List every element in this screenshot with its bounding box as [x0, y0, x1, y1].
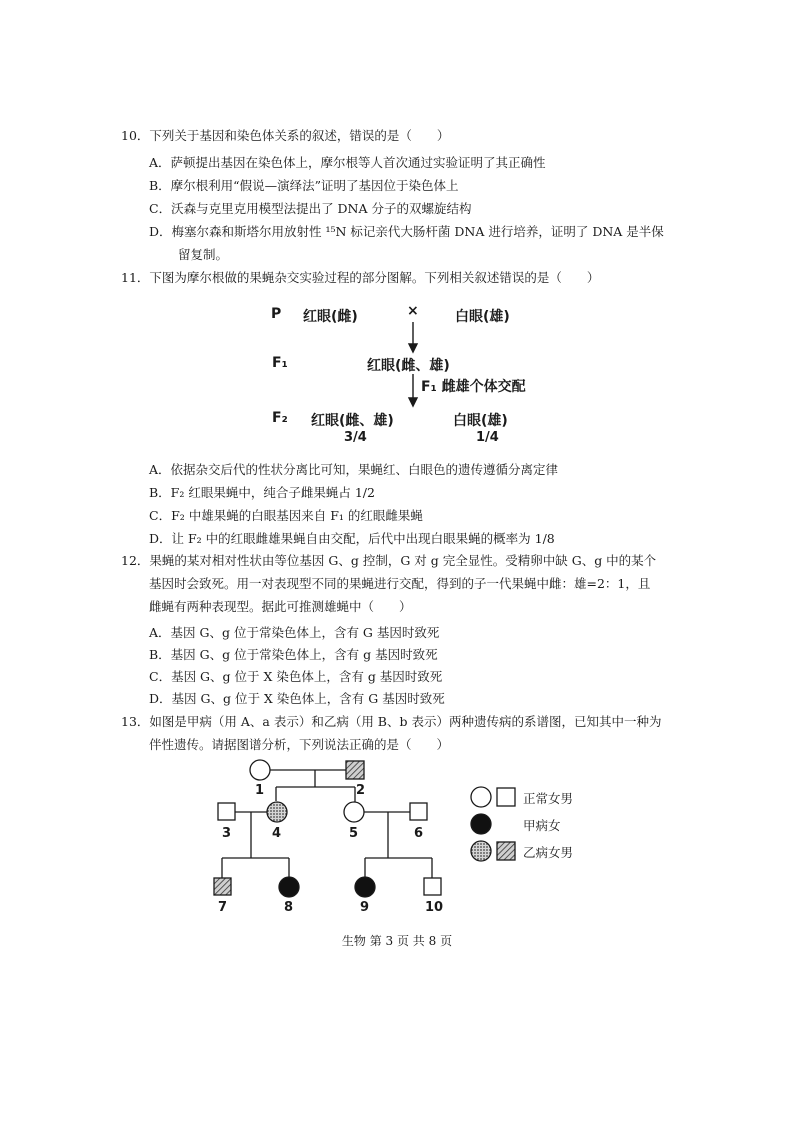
q13-stem-line2: 伴性遗传。请据图谱分析，下列说法正确的是（ ）: [149, 737, 450, 752]
q10-option-d: D．梅塞尔森和斯塔尔用放射性 ¹⁵N 标记亲代大肠杆菌 DNA 进行培养，证明了 DNA 是半保: [149, 224, 664, 239]
cross-f2-label: F₂: [272, 410, 288, 426]
q12-stem-line2: 基因时会致死。用一对表现型不同的果蝇进行交配，得到的子一代果蝇中雌：雄=2：1，且: [149, 576, 651, 591]
pedigree-number-9: 9: [360, 900, 370, 915]
cross-p-label: P: [271, 306, 282, 322]
cross-symbol: ×: [407, 303, 419, 319]
q10-option-c: C．沃森与克里克用模型法提出了 DNA 分子的双螺旋结构: [149, 201, 472, 216]
cross-f1-mating-note: F₁ 雌雄个体交配: [421, 379, 526, 395]
q10-option-d-continued: 留复制。: [178, 247, 229, 262]
pedigree-number-10: 10: [425, 900, 444, 915]
q11-option-d: D．让 F₂ 中的红眼雌雄果蝇自由交配，后代中出现白眼果蝇的概率为 1/8: [149, 531, 555, 546]
cross-f1-label: F₁: [272, 355, 288, 371]
cross-f2-red: 红眼(雌、雄): [311, 413, 394, 429]
q10-stem: 10．下列关于基因和染色体关系的叙述，错误的是（ ）: [121, 128, 450, 143]
q12-stem-line1: 12．果蝇的某对相对性状由等位基因 G、g 控制，G 对 g 完全显性。受精卵中缺 G、g 中的某个: [121, 553, 657, 568]
cross-p-male: 白眼(雄): [455, 309, 510, 325]
q12-option-c: C．基因 G、g 位于 X 染色体上，含有 g 基因时致死: [149, 669, 443, 684]
pedigree-number-3: 3: [222, 826, 232, 841]
q11-option-a: A．依据杂交后代的性状分离比可知，果蝇红、白眼色的遗传遵循分离定律: [149, 462, 559, 477]
q13-stem-line1: 13．如图是甲病（用 A、a 表示）和乙病（用 B、b 表示）两种遗传病的系谱图，已知其中一种为: [121, 714, 662, 729]
q11-stem: 11．下图为摩尔根做的果蝇杂交实验过程的部分图解。下列相关叙述错误的是（ ）: [121, 270, 600, 285]
legend-disease-a-label: 甲病女: [523, 818, 561, 833]
pedigree-number-4: 4: [272, 826, 282, 841]
q12-option-d: D．基因 G、g 位于 X 染色体上，含有 G 基因时致死: [149, 691, 445, 706]
pedigree-number-1: 1: [255, 783, 265, 798]
pedigree-number-8: 8: [284, 900, 294, 915]
legend-normal-label: 正常女男: [523, 791, 574, 806]
pedigree-number-5: 5: [349, 826, 359, 841]
q11-option-b: B．F₂ 红眼果蝇中，纯合子雌果蝇占 1/2: [149, 485, 375, 500]
cross-ratio-red: 3/4: [344, 430, 367, 445]
arrow-p-to-f1-head: [409, 344, 417, 352]
page-footer: 生物 第 3 页 共 8 页: [341, 934, 453, 948]
arrow-f1-to-f2-head: [409, 398, 417, 406]
cross-f1-phenotype: 红眼(雌、雄): [367, 358, 450, 374]
pedigree-number-7: 7: [218, 900, 228, 915]
q10-option-b: B．摩尔根利用“假说—演绎法”证明了基因位于染色体上: [149, 178, 459, 193]
q11-option-c: C．F₂ 中雄果蝇的白眼基因来自 F₁ 的红眼雌果蝇: [149, 508, 423, 523]
pedigree-number-2: 2: [356, 783, 366, 798]
q12-stem-line3: 雌蝇有两种表现型。据此可推测雄蝇中（ ）: [149, 599, 412, 614]
cross-f2-white: 白眼(雄): [453, 413, 508, 429]
q12-option-b: B．基因 G、g 位于常染色体上，含有 g 基因时致死: [149, 647, 438, 662]
q10-option-a: A．萨顿提出基因在染色体上，摩尔根等人首次通过实验证明了其正确性: [149, 155, 546, 170]
pedigree-number-6: 6: [414, 826, 424, 841]
cross-p-female: 红眼(雌): [303, 309, 358, 325]
legend-disease-b-label: 乙病女男: [523, 845, 574, 860]
q12-option-a: A．基因 G、g 位于常染色体上，含有 G 基因时致死: [149, 625, 440, 640]
cross-ratio-white: 1/4: [476, 430, 499, 445]
